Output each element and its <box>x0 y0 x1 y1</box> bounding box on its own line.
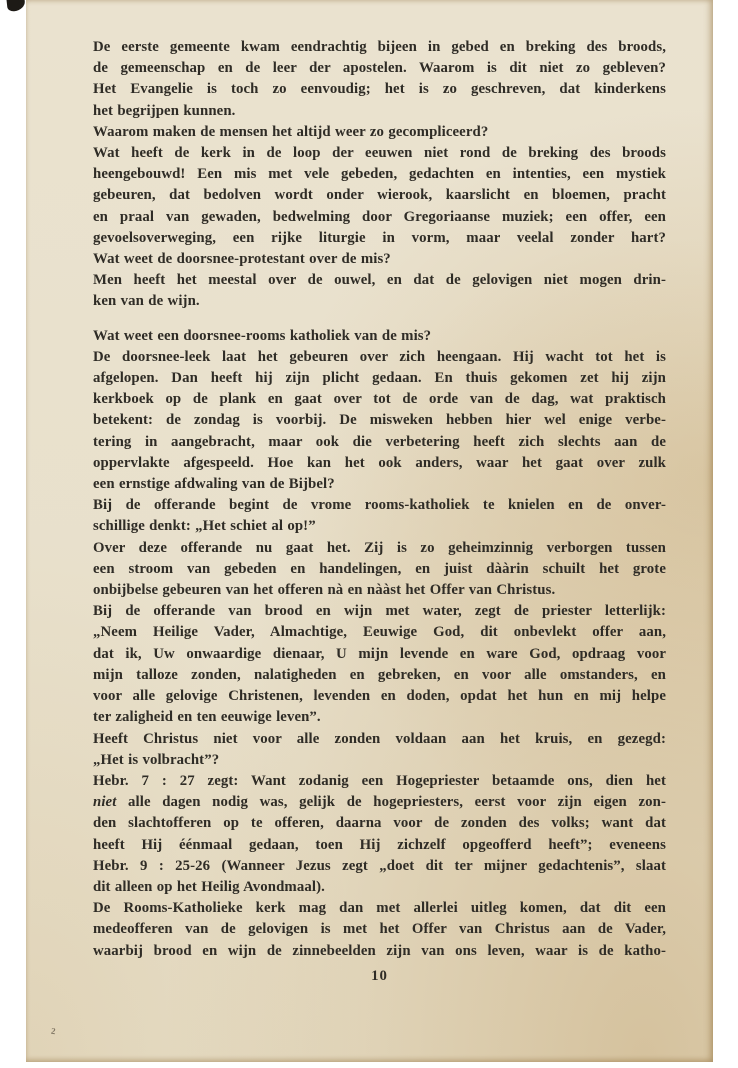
text-line: onbijbelse gebeuren van het offeren nà en nààst het Offer van Christus. <box>93 582 556 599</box>
text-line: De eerste gemeente kwam eendrachtig bijeen in gebed en breking des broods, <box>93 39 666 55</box>
text-line: Bij de offerande begint de vrome rooms-katholiek te knielen en de onver- <box>93 497 666 514</box>
text-line: mijn talloze zonden, nalatigheden en gebreken, en voor alle omstanders, en <box>93 666 666 683</box>
text-line: gevoelsoverweging, een rijke liturgie in vorm, maar veelal zonder hart? <box>93 229 666 246</box>
text-line: Wat weet een doorsnee-rooms katholiek van de mis? <box>93 327 432 344</box>
text-line: Hebr. 7 : 27 zegt: Want zodanig een Hogepriester betaamde ons, dien het <box>93 772 666 789</box>
text-line: Waarom maken de mensen het altijd weer zo gecompliceerd? <box>93 123 489 140</box>
text-line: Het Evangelie is toch zo eenvoudig; het is zo geschreven, dat kinderkens <box>93 81 666 98</box>
text-line: ter zaligheid en ten eeuwige leven”. <box>93 709 321 726</box>
text-line: Hebr. 9 : 25-26 (Wanneer Jezus zegt „doet dit ter mijner gedachtenis”, slaat <box>93 857 666 874</box>
text-line: heeft Hij éénmaal gedaan, toen Hij zichzelf opgeofferd heeft”; eveneens <box>93 836 666 853</box>
text-line: waarbij brood en wijn de zinnebeelden zijn van ons leven, waar is de katho- <box>93 942 666 959</box>
text-line: schillige denkt: „Het schiet al op!” <box>93 518 316 535</box>
text-line: Men heeft het meestal over de ouwel, en dat de gelovigen niet mogen drin- <box>93 272 666 289</box>
page-number: 10 <box>371 967 388 984</box>
scan-speck: 2 <box>50 1025 57 1037</box>
text-line: „Het is volbracht”? <box>93 751 220 768</box>
text-line: het begrijpen kunnen. <box>93 102 236 119</box>
text-line: Over deze offerande nu gaat het. Zij is zo geheimzinnig verborgen tussen <box>93 539 666 556</box>
text-line: kerkboek op de plank en gaat over tot de orde van de dag, wat praktisch <box>93 391 666 408</box>
text-line: heengebouwd! Een mis met vele gebeden, gedachten en intenties, een mystiek <box>93 166 666 183</box>
text-line: De Rooms-Katholieke kerk mag dan met allerlei uitleg komen, dat dit een <box>93 900 666 917</box>
page-text <box>93 37 666 987</box>
paragraph-block <box>93 37 666 313</box>
book-page <box>26 0 713 1062</box>
text-line: voor alle gelovige Christenen, levenden en doden, opdat het hun en mij helpe <box>93 688 666 705</box>
text-line: dit alleen op het Heilig Avondmaal). <box>93 878 325 895</box>
text-line: de gemeenschap en de leer der apostelen. Waarom is dit niet zo gebleven? <box>93 60 666 77</box>
scan-corner-artifact <box>6 0 25 12</box>
text-line: tering in aangebracht, maar ook die verbetering heeft zich slechts aan de <box>93 433 666 450</box>
text-line: Wat weet de doorsnee-protestant over de mis? <box>93 251 391 268</box>
text-line: den slachtofferen op te offeren, daarna voor de zonden des volks; want dat <box>93 815 666 832</box>
text-line: „Neem Heilige Vader, Almachtige, Eeuwige God, dit onbevlekt offer aan, <box>93 624 666 641</box>
text-line: en praal van gewaden, bedwelming door Gregoriaanse muziek; een offer, een <box>93 208 666 225</box>
paragraph-block <box>93 326 666 962</box>
text-line: Wat heeft de kerk in de loop der eeuwen niet rond de breking des broods <box>93 145 666 162</box>
text-line: Bij de offerande van brood en wijn met water, zegt de priester letterlijk: <box>93 603 666 620</box>
text-line: oppervlakte afgespeeld. Hoe kan het ook anders, waar het gaat over zulk <box>93 454 666 471</box>
text-line: gebeuren, dat bedolven wordt onder wierook, kaarslicht en bloemen, pracht <box>93 187 666 204</box>
text-line: De doorsnee-leek laat het gebeuren over zich heengaan. Hij wacht tot het is <box>93 348 666 365</box>
text-line: Heeft Christus niet voor alle zonden voldaan aan het kruis, en gezegd: <box>93 730 666 747</box>
text-line: medeofferen van de gelovigen is met het Offer van Christus aan de Vader, <box>93 921 666 938</box>
text-line: ken van de wijn. <box>93 293 200 310</box>
text-line: afgelopen. Dan heeft hij zijn plicht gedaan. En thuis gekomen zet hij zijn <box>93 370 666 387</box>
text-line: een ernstige afdwaling van de Bijbel? <box>93 476 335 493</box>
text-line: een stroom van gebeden en handelingen, en juist dààrin schuilt het grote <box>93 560 666 577</box>
text-line: niet alle dagen nodig was, gelijk de hogepriesters, eerst voor zijn eigen zon- <box>93 794 666 811</box>
text-line: dat ik, Uw onwaardige dienaar, U mijn levende en ware God, opdraag voor <box>93 645 666 662</box>
text-line: betekent: de zondag is voorbij. De misweken hebben hier wel enige verbe- <box>93 412 666 429</box>
